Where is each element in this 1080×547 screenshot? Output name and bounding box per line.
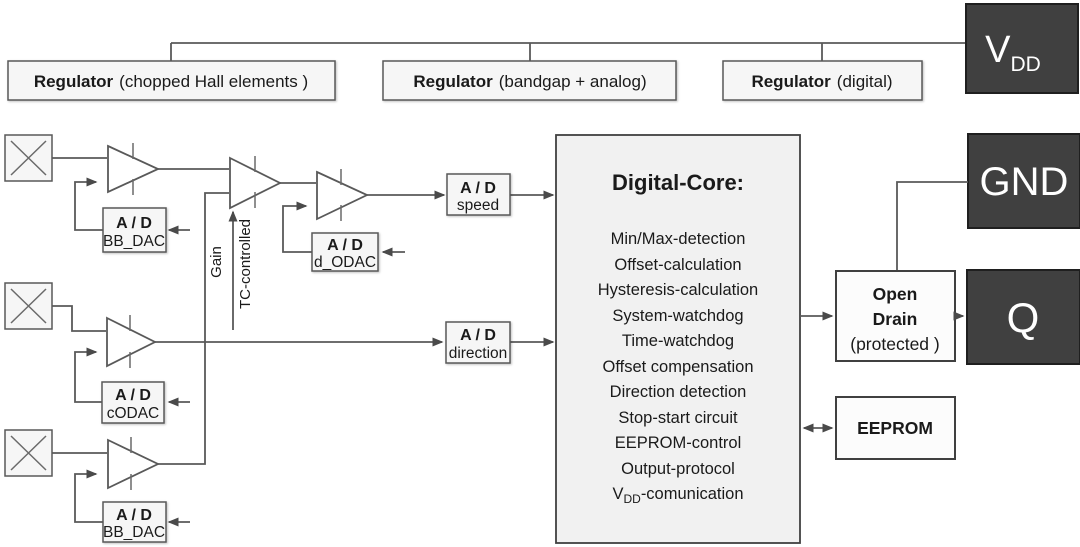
digital-core-item: EEPROM-control — [614, 434, 742, 452]
adc-bbdac-top-line2: BB_DAC — [102, 233, 166, 250]
amplifier-icon-1 — [108, 143, 158, 195]
gnd-pin-label: GND — [979, 160, 1069, 204]
vdd-pin-rect — [966, 4, 1078, 93]
adc-speed-box — [447, 174, 510, 215]
regulator-digital-label — [751, 72, 892, 91]
adc-direction-line1: A / D — [460, 327, 496, 344]
adc-bbdac-bottom-line2: BB_DAC — [102, 524, 166, 541]
regulator-bandgap-name: Regulator — [413, 72, 493, 91]
eeprom-box — [836, 397, 955, 459]
hall-element-icon-1 — [5, 135, 52, 181]
gain-label-line2: TC-controlled — [237, 218, 254, 310]
amp-3-triangle — [317, 172, 367, 219]
gnd-wire — [897, 182, 968, 270]
vdd-supply-bus — [171, 43, 965, 61]
adc-codac-line2: cODAC — [106, 405, 160, 422]
gain-amplifier-icon — [230, 156, 280, 208]
adc-direction-box — [446, 322, 510, 363]
adc-bbdac-top-line1: A / D — [116, 215, 152, 232]
regulator-hall-detail: (chopped Hall elements ) — [119, 72, 309, 91]
hall-element-icon-2 — [5, 283, 52, 329]
q-pin-label: Q — [1006, 294, 1040, 341]
wire-bbdac-bottom-feedback — [75, 474, 103, 522]
wire-bbdac-top-feedback — [75, 182, 103, 230]
amp-5-triangle — [108, 440, 158, 488]
regulator-bandgap-detail: (bandgap + analog) — [498, 72, 647, 91]
eeprom-label: EEPROM — [857, 418, 933, 438]
wire-codac-feedback — [75, 352, 102, 402]
adc-bbdac-bottom-box — [103, 502, 166, 542]
vdd-item-subscript: DD — [623, 492, 641, 506]
digital-core-item: System-watchdog — [612, 307, 744, 325]
open-drain-line1: Open — [872, 284, 918, 304]
regulator-hall-box — [8, 61, 335, 100]
adc-direction-line2: direction — [448, 345, 508, 362]
regulator-hall-label — [34, 72, 308, 91]
adc-bbdac-bottom-line1: A / D — [116, 507, 152, 524]
vdd-subscript: DD — [1010, 53, 1041, 76]
open-drain-line2: Drain — [872, 309, 918, 329]
digital-core-item: Time-watchdog — [621, 332, 735, 350]
amplifier-icon-4 — [107, 315, 155, 368]
adc-dodac-line1: A / D — [327, 237, 363, 254]
regulator-digital-name: Regulator — [751, 72, 831, 91]
digital-core-item: Output-protocol — [621, 460, 735, 478]
hall-element-icon-3 — [5, 430, 52, 476]
adc-speed-line2: speed — [456, 197, 500, 214]
digital-core-item: Min/Max-detection — [610, 230, 746, 248]
open-drain-box — [836, 271, 955, 361]
gnd-pin — [897, 134, 1080, 270]
adc-bbdac-top-box — [103, 208, 166, 252]
amp-4-triangle — [107, 318, 155, 366]
regulator-hall-name: Regulator — [33, 72, 114, 91]
vdd-pin — [966, 4, 1078, 93]
regulator-digital-box — [723, 61, 922, 100]
digital-core-item: Offset-calculation — [614, 256, 742, 274]
regulator-digital-detail: (digital) — [836, 72, 893, 91]
open-drain-line3: (protected ) — [850, 334, 940, 354]
adc-codac-line1: A / D — [115, 387, 151, 404]
amplifier-icon-5 — [108, 437, 158, 490]
wire-amp5-to-gain-amp — [158, 193, 229, 464]
amplifier-icon-3 — [317, 169, 367, 221]
vdd-letter: V — [985, 29, 1011, 71]
wire-dodac-feedback — [283, 206, 312, 252]
regulator-bandgap-label — [413, 72, 646, 91]
adc-dodac-line2: d_ODAC — [313, 254, 377, 271]
q-pin — [967, 270, 1080, 364]
vdd-item-prefix: V — [612, 485, 624, 503]
digital-core-item: Offset compensation — [602, 358, 754, 376]
gain-label-line1: Gain — [208, 246, 225, 278]
adc-codac-box — [102, 382, 164, 423]
vdd-item-rest: -comunication — [640, 485, 744, 503]
digital-core-item: Direction detection — [609, 383, 747, 401]
adc-dodac-box — [312, 233, 378, 271]
digital-core-item: Hysteresis-calculation — [597, 281, 759, 299]
digital-core-box — [556, 135, 800, 543]
adc-speed-line1: A / D — [460, 180, 496, 197]
digital-core-title: Digital-Core: — [612, 170, 744, 195]
wire-hall2-to-amp4 — [52, 306, 106, 331]
digital-core-item: Stop-start circuit — [618, 409, 738, 427]
regulator-bandgap-box — [383, 61, 676, 100]
